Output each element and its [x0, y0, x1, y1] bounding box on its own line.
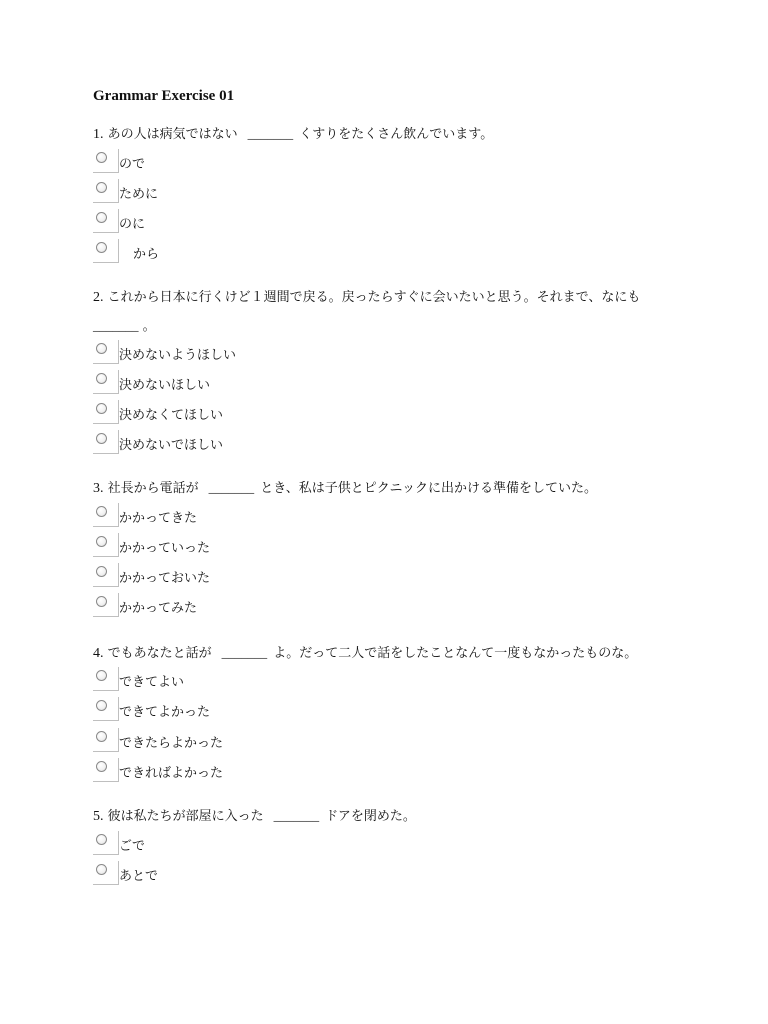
option-label[interactable]: あとで	[119, 869, 159, 884]
radio-button[interactable]	[93, 430, 119, 454]
question-number: 1.	[93, 127, 104, 142]
question-number: 3.	[93, 481, 104, 496]
option-1-4[interactable]	[93, 239, 159, 269]
option-2-2[interactable]	[93, 370, 210, 400]
option-label[interactable]: ので	[119, 157, 146, 172]
option-4-3[interactable]	[93, 728, 223, 758]
option-3-3[interactable]	[93, 563, 210, 593]
radio-button[interactable]	[93, 370, 119, 394]
radio-button[interactable]	[93, 667, 119, 691]
radio-circle-icon	[96, 536, 107, 547]
option-4-2[interactable]	[93, 697, 210, 727]
question-4	[93, 639, 653, 668]
page-title: Grammar Exercise 01	[93, 88, 235, 104]
radio-button[interactable]	[93, 209, 119, 233]
option-label[interactable]: 決めないでほしい	[119, 438, 224, 453]
option-label[interactable]: かかってみた	[119, 601, 198, 616]
question-1	[93, 120, 653, 149]
radio-button[interactable]	[93, 563, 119, 587]
question-2	[93, 284, 653, 341]
question-text-before: あの人は病気ではない	[107, 127, 238, 142]
radio-circle-icon	[96, 834, 107, 845]
option-1-1[interactable]	[93, 149, 145, 179]
radio-button[interactable]	[93, 697, 119, 721]
option-label[interactable]: 決めなくてほしい	[119, 408, 224, 423]
radio-circle-icon	[96, 242, 107, 253]
option-1-2[interactable]	[93, 179, 158, 209]
radio-button[interactable]	[93, 503, 119, 527]
question-3	[93, 474, 653, 503]
radio-button[interactable]	[93, 758, 119, 782]
option-4-4[interactable]	[93, 758, 223, 788]
radio-button[interactable]	[93, 533, 119, 557]
question-text-after: ドアを閉めた。	[325, 809, 416, 824]
question-number: 5.	[93, 809, 104, 824]
radio-button[interactable]	[93, 400, 119, 424]
radio-button[interactable]	[93, 179, 119, 203]
option-3-1[interactable]	[93, 503, 197, 533]
question-text-before: でもあなたと話が	[107, 646, 212, 661]
option-2-3[interactable]	[93, 400, 223, 430]
option-label[interactable]: できてよい	[119, 675, 185, 690]
radio-circle-icon	[96, 433, 107, 444]
radio-circle-icon	[96, 761, 107, 772]
option-label[interactable]: 決めないほしい	[119, 378, 211, 393]
radio-circle-icon	[96, 700, 107, 711]
option-3-4[interactable]	[93, 593, 197, 623]
option-label[interactable]: かかってきた	[119, 511, 198, 526]
option-label[interactable]: できたらよかった	[119, 736, 224, 751]
option-label[interactable]: から	[133, 247, 160, 262]
option-label[interactable]: のに	[119, 217, 146, 232]
option-label[interactable]: 決めないようほしい	[119, 348, 237, 363]
radio-button[interactable]	[93, 340, 119, 364]
answer-blank: _______	[93, 318, 139, 333]
question-text-after: よ。だって二人で話をしたことなんて一度もなかったものな。	[273, 646, 638, 661]
option-label[interactable]: できてよかった	[119, 705, 211, 720]
radio-button[interactable]	[93, 861, 119, 885]
radio-button[interactable]	[93, 728, 119, 752]
question-number: 4.	[93, 646, 104, 661]
radio-button[interactable]	[93, 593, 119, 617]
option-label[interactable]: かかっていった	[119, 541, 211, 556]
radio-button[interactable]	[93, 239, 119, 263]
radio-circle-icon	[96, 373, 107, 384]
radio-circle-icon	[96, 566, 107, 577]
radio-button[interactable]	[93, 831, 119, 855]
radio-circle-icon	[96, 731, 107, 742]
question-5	[93, 802, 653, 831]
option-label[interactable]: できればよかった	[119, 766, 224, 781]
question-text-before: 社長から電話が	[107, 481, 199, 496]
option-4-1[interactable]	[93, 667, 184, 697]
question-text-before: 彼は私たちが部屋に入った	[107, 809, 264, 824]
radio-circle-icon	[96, 152, 107, 163]
option-label[interactable]: ごで	[119, 839, 146, 854]
option-label[interactable]: かかっておいた	[119, 571, 211, 586]
answer-blank: _______	[247, 126, 294, 141]
radio-circle-icon	[96, 506, 107, 517]
radio-circle-icon	[96, 596, 107, 607]
option-3-2[interactable]	[93, 533, 210, 563]
option-5-2[interactable]	[93, 861, 158, 891]
option-2-4[interactable]	[93, 430, 223, 460]
question-number: 2.	[93, 290, 104, 305]
radio-circle-icon	[96, 403, 107, 414]
option-5-1[interactable]	[93, 831, 145, 861]
radio-circle-icon	[96, 212, 107, 223]
radio-circle-icon	[96, 670, 107, 681]
radio-circle-icon	[96, 864, 107, 875]
question-text-before: これから日本に行くけど１週間で戻る。戻ったらすぐに会いたいと思う。それまで、なにも	[107, 290, 641, 305]
question-text-after: くすりをたくさん飲んでいます。	[299, 127, 494, 142]
answer-blank: _______	[221, 645, 268, 660]
option-label[interactable]: ために	[119, 187, 159, 202]
question-text-after: 。	[142, 319, 156, 334]
radio-circle-icon	[96, 182, 107, 193]
radio-circle-icon	[96, 343, 107, 354]
option-1-3[interactable]	[93, 209, 145, 239]
radio-button[interactable]	[93, 149, 119, 173]
answer-blank: _______	[273, 808, 320, 823]
answer-blank: _______	[208, 480, 255, 495]
option-2-1[interactable]	[93, 340, 236, 370]
question-text-after: とき、私は子供とピクニックに出かける準備をしていた。	[260, 481, 597, 496]
